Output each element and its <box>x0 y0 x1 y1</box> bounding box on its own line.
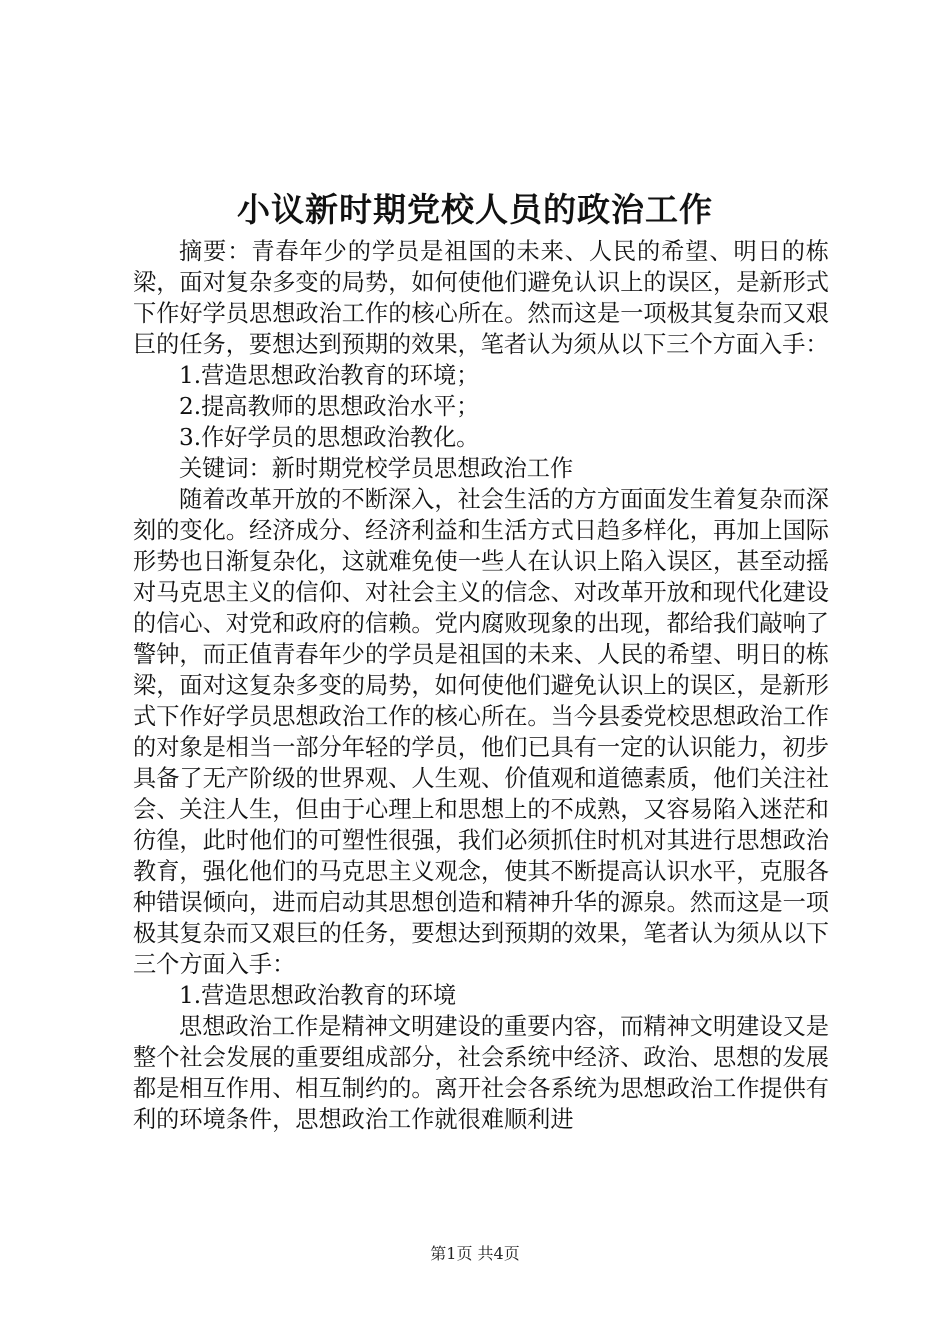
body-paragraph: 思想政治工作是精神文明建设的重要内容，而精神文明建设又是整个社会发展的重要组成部分，社会系统中经济、政治、思想的发展都是相互作用、相互制约的。离开社会各系统为思想政治工作提供有利的环境条件，思想政治工作就很难顺利进 <box>133 1013 829 1133</box>
list-item: 1.营造思想政治教育的环境； <box>179 362 480 389</box>
list-item: 3.作好学员的思想政治教化。 <box>179 424 480 451</box>
section-heading: 1.营造思想政治教育的环境 <box>179 982 457 1009</box>
page-title: 小议新时期党校人员的政治工作 <box>237 190 713 229</box>
abstract-paragraph: 摘要：青春年少的学员是祖国的未来、人民的希望、明日的栋梁，面对复杂多变的局势，如何使他们避免认识上的误区，是新形式下作好学员思想政治工作的核心所在。然而这是一项极其复杂而又艰巨的任务，要想达到预期的效果，笔者认为须从以下三个方面入手： <box>133 238 829 358</box>
list-item: 2.提高教师的思想政治水平； <box>179 393 480 420</box>
document-body <box>133 236 829 1135</box>
body-paragraph: 随着改革开放的不断深入，社会生活的方方面面发生着复杂而深刻的变化。经济成分、经济利益和生活方式日趋多样化，再加上国际形势也日渐复杂化，这就难免使一些人在认识上陷入误区，甚至动摇对马克思主义的信仰、对社会主义的信念、对改革开放和现代化建设的信心、对党和政府的信赖。党内腐败现象的出现，都给我们敲响了警钟，而正值青春年少的学员是祖国的未来、人民的希望、明日的栋梁，面对这复杂多变的局势，如何使他们避免认识上的误区，是新形式下作好学员思想政治工作的核心所在。当今县委党校思想政治工作的对象是相当一部分年轻的学员，他们已具有一定的认识能力，初步具备了无产阶级的世界观、人生观、价值观和道德素质，他们关注社会、关注人生，但由于心理上和思想上的不成熟，又容易陷入迷茫和彷徨，此时他们的可塑性很强，我们必须抓住时机对其进行思想政治教育，强化他们的马克思主义观念，使其不断提高认识水平，克服各种错误倾向，进而启动其思想创造和精神升华的源泉。然而这是一项极其复杂而又艰巨的任务，要想达到预期的效果，笔者认为须从以下三个方面入手： <box>133 486 829 978</box>
keywords-line: 关键词：新时期党校学员思想政治工作 <box>179 455 574 482</box>
page-footer: 第1页 共4页 <box>430 1244 520 1263</box>
